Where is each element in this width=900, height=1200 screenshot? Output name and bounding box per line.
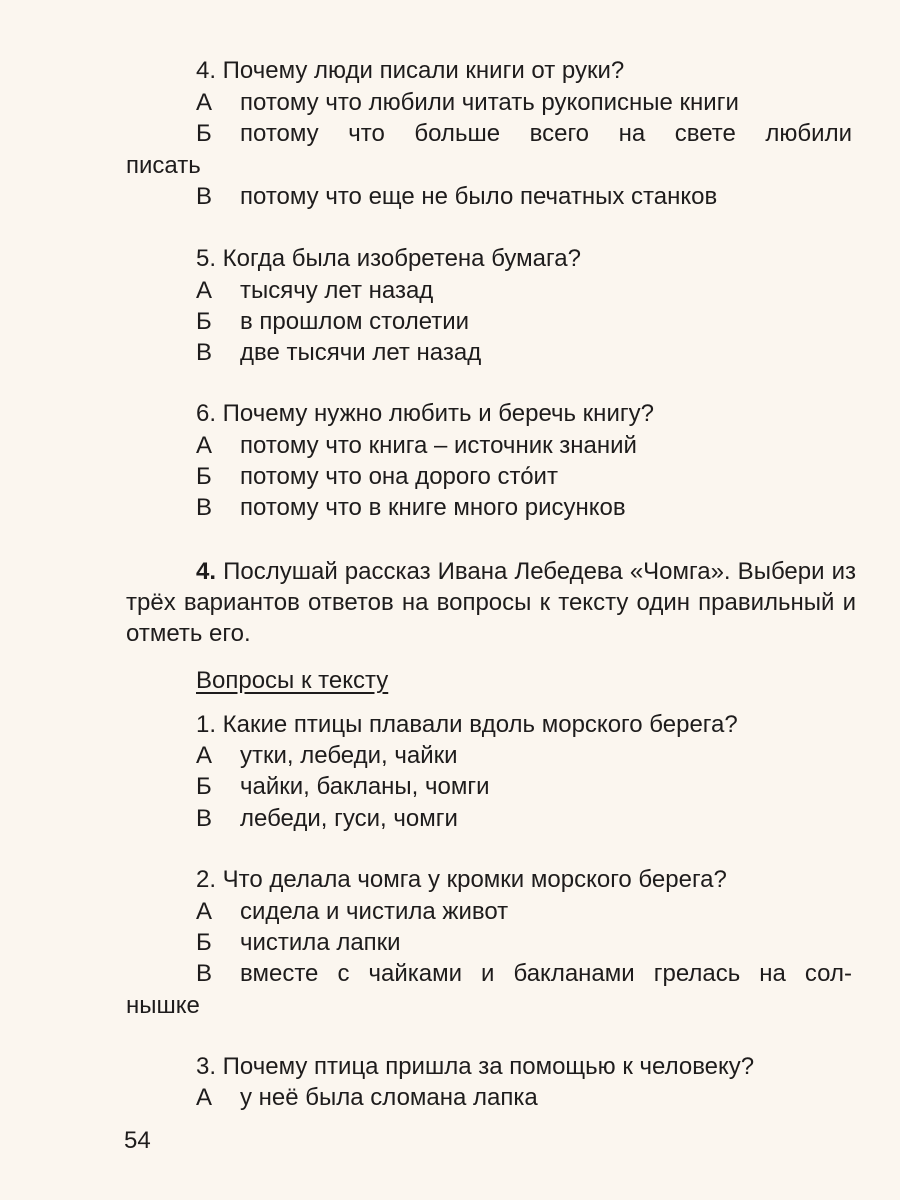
question-1: 1. Какие птицы плавали вдоль морского берега? [196, 711, 738, 738]
q4-option-c [0, 182, 900, 212]
q6-option-c [0, 493, 900, 523]
option-letter: Б [196, 120, 212, 147]
q2-option-b [0, 928, 900, 958]
option-text: потому что в книге много рисунков [240, 494, 626, 521]
option-text: утки, лебеди, чайки [240, 742, 458, 769]
q1-option-a [0, 741, 900, 771]
q2-option-c [0, 959, 900, 989]
option-text: потому что еще не было печатных станков [240, 183, 718, 210]
question-4: 4. Почему люди писали книги от руки? [196, 57, 625, 84]
q5-option-a [0, 276, 900, 306]
question-5: 5. Когда была изобретена бумага? [196, 245, 581, 272]
option-letter: В [196, 960, 213, 987]
q4-option-b-continuation: писать [126, 152, 201, 179]
q2-option-a [0, 897, 900, 927]
option-letter: А [196, 742, 213, 769]
option-letter: В [196, 494, 213, 521]
option-letter: Б [196, 773, 212, 800]
option-letter: В [196, 339, 213, 366]
q5-option-c [0, 338, 900, 368]
option-text: тысячу лет назад [240, 277, 434, 304]
q6-option-b [0, 462, 900, 492]
q1-option-c [0, 804, 900, 834]
q2-option-c-continuation: нышке [126, 992, 200, 1019]
q3-option-a [0, 1083, 900, 1113]
option-text: потому что любили читать рукописные книги [240, 89, 739, 116]
task-number: 4. [196, 558, 217, 585]
q4-option-a [0, 88, 900, 118]
option-text: потому что книга – источник знаний [240, 432, 637, 459]
option-text: чайки, бакланы, чомги [240, 773, 490, 800]
questions-heading: Вопросы к тексту [196, 667, 389, 694]
q5-option-b [0, 307, 900, 337]
option-text: две тысячи лет назад [240, 339, 482, 366]
option-text: лебеди, гуси, чомги [240, 805, 458, 832]
option-text: потому что больше всего на свете любили [240, 120, 852, 147]
question-3: 3. Почему птица пришла за помощью к человеку? [196, 1053, 755, 1080]
question-6: 6. Почему нужно любить и беречь книгу? [196, 400, 654, 427]
option-text: сидела и чистила живот [240, 898, 509, 925]
option-letter: В [196, 183, 213, 210]
q6-option-a [0, 431, 900, 461]
task-text: Послушай рассказ Ивана Лебедева «Чомга». Выбери из трёх вариантов ответов на вопросы к тексту один правильный и отметь его. [126, 558, 857, 647]
option-letter: Б [196, 463, 212, 490]
option-text: потому что она дорого сто́ит [240, 463, 558, 490]
option-text: чистила лапки [240, 929, 401, 956]
task-4-instructions [126, 556, 856, 649]
option-text: у неё была сломана лапка [240, 1084, 538, 1111]
option-letter: А [196, 277, 213, 304]
q1-option-b [0, 772, 900, 802]
option-text: вместе с чайками и бакланами грелась на сол- [240, 960, 852, 987]
option-letter: Б [196, 308, 212, 335]
option-letter: А [196, 89, 213, 116]
page-number: 54 [124, 1127, 151, 1154]
q4-option-b [0, 119, 900, 149]
option-text: в прошлом столетии [240, 308, 470, 335]
option-letter: А [196, 1084, 213, 1111]
option-letter: А [196, 898, 213, 925]
option-letter: А [196, 432, 213, 459]
option-letter: В [196, 805, 213, 832]
question-2: 2. Что делала чомга у кромки морского берега? [196, 866, 727, 893]
option-letter: Б [196, 929, 212, 956]
